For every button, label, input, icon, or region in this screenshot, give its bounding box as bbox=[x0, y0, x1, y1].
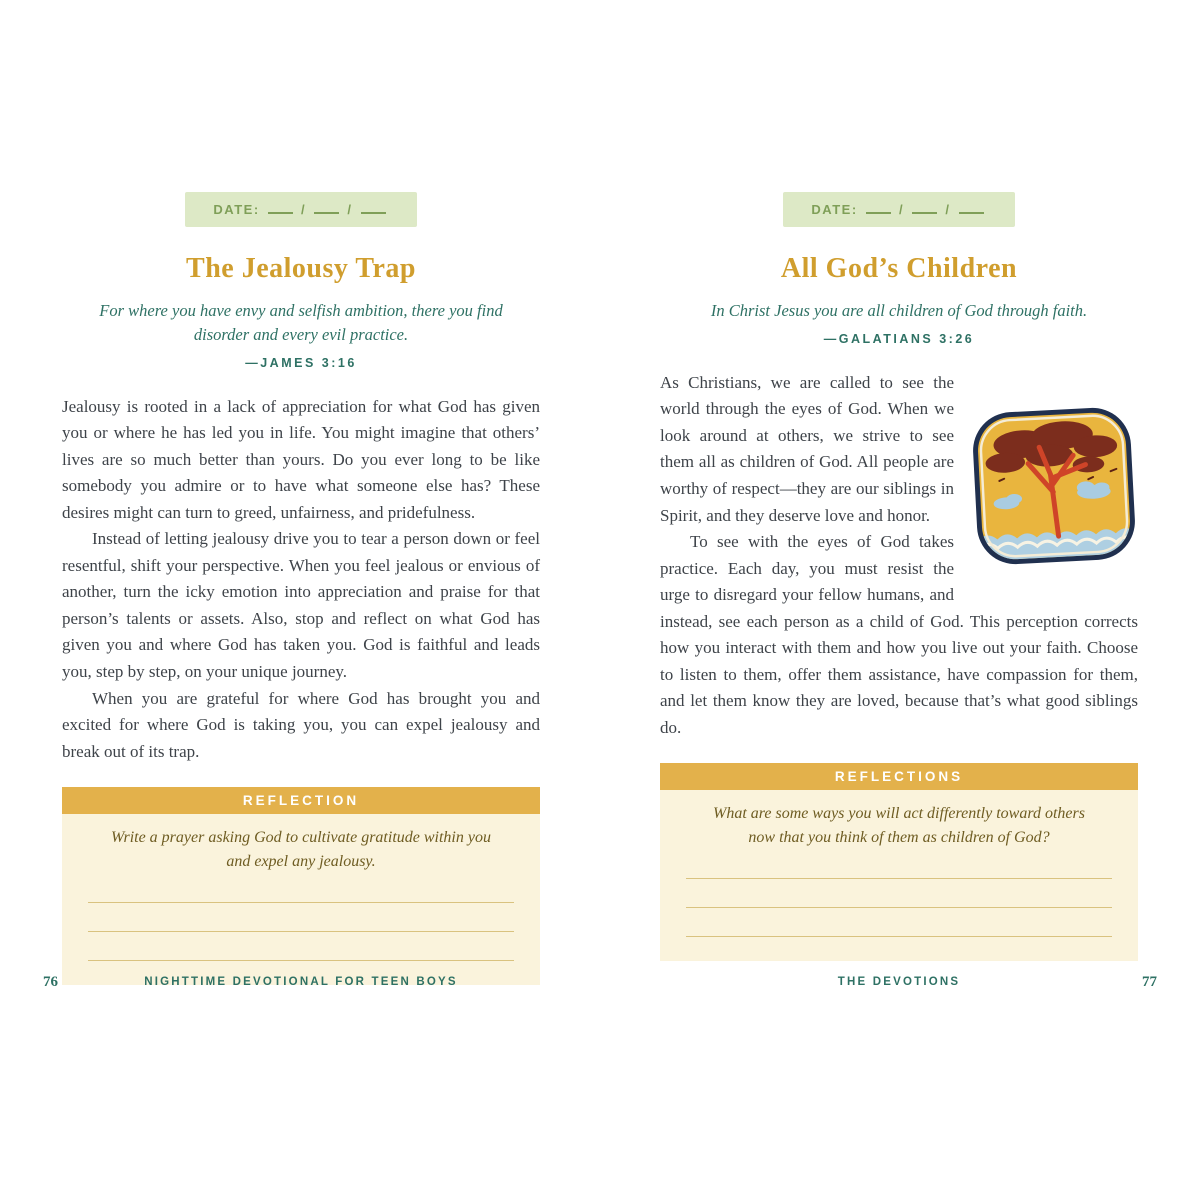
date-blank-year bbox=[959, 201, 984, 214]
date-blank-month bbox=[866, 201, 891, 214]
reflection-box bbox=[660, 763, 1138, 961]
body-paragraph: Instead of letting jealousy drive you to tear a person down or feel resentful, shift your perspective. When you feel jealous or envious of another, turn the icky emotion into appreciation and praise for that person’s talents or assets. Also, stop and reflect on what God has given you and where God has taken you. God is faithful and leads you, step by step, on your unique journey. bbox=[62, 529, 540, 681]
reflection-box bbox=[62, 787, 540, 985]
scripture-verse: In Christ Jesus you are all children of God through faith. bbox=[710, 301, 1088, 320]
writing-line bbox=[686, 936, 1112, 937]
page-number: 77 bbox=[1142, 974, 1157, 990]
tree-badge-illustration bbox=[968, 372, 1138, 600]
running-title: THE DEVOTIONS bbox=[837, 976, 961, 988]
reflection-prompt: Write a prayer asking God to cultivate gratitude within you and expel any jealousy. bbox=[111, 829, 491, 871]
writing-line bbox=[686, 878, 1112, 879]
scripture-reference: —GALATIANS 3:26 bbox=[823, 331, 975, 346]
writing-line bbox=[686, 907, 1112, 908]
page-footer bbox=[43, 974, 540, 992]
date-separator: / bbox=[300, 202, 307, 217]
date-label: DATE: bbox=[811, 202, 858, 217]
body-paragraph: When you are grateful for where God has brought you and excited for where God is taking you, you can expel jealousy and break out of its trap. bbox=[62, 688, 540, 761]
devotion-body bbox=[62, 394, 540, 765]
reflection-prompt: What are some ways you will act differently toward others now that you think of them as children of God? bbox=[713, 805, 1085, 847]
reflection-header: REFLECTIONS bbox=[660, 763, 1138, 790]
date-label: DATE: bbox=[213, 202, 260, 217]
writing-line bbox=[88, 960, 514, 961]
running-title: NIGHTTIME DEVOTIONAL FOR TEEN BOYS bbox=[144, 976, 458, 988]
page-left bbox=[43, 192, 540, 992]
date-field bbox=[185, 192, 417, 227]
page-right bbox=[660, 192, 1157, 992]
date-blank-day bbox=[314, 201, 339, 214]
date-blank-day bbox=[912, 201, 937, 214]
tree-badge-icon bbox=[966, 403, 1142, 570]
page-number: 76 bbox=[43, 974, 58, 990]
devotion-body bbox=[660, 370, 1138, 741]
body-paragraph: Jealousy is rooted in a lack of appreciation for what God has given you or where he has led you in life. You might imagine that others’ lives are so much better than yours. Do you ever long to be like somebody you admire or to have what someone else has? These desires might can turn to greed, unfairness, and pridefulness. bbox=[62, 396, 540, 522]
date-separator: / bbox=[898, 202, 905, 217]
date-field bbox=[783, 192, 1015, 227]
date-blank-year bbox=[361, 201, 386, 214]
scripture-reference: —JAMES 3:16 bbox=[245, 355, 357, 370]
writing-line bbox=[88, 902, 514, 903]
writing-line bbox=[88, 931, 514, 932]
page-footer bbox=[660, 974, 1157, 992]
date-separator: / bbox=[347, 202, 353, 217]
date-blank-month bbox=[268, 201, 293, 214]
devotion-title: All God’s Children bbox=[780, 253, 1018, 284]
date-separator: / bbox=[945, 202, 951, 217]
scripture-verse: For where you have envy and selfish ambition, there you find disorder and every evil practice. bbox=[99, 301, 503, 344]
body-paragraph: To see with the eyes of God takes practice. Each day, you must resist the urge to disregard your fellow humans, and instead, see each person as a child of God. This perception corrects how you interact with them and how you live out your faith. Choose to listen to them, offer them assistance, have compassion for them, and let them know they are loved, because that’s what good siblings do. bbox=[660, 532, 1138, 737]
devotion-title: The Jealousy Trap bbox=[186, 253, 416, 284]
reflection-header: REFLECTION bbox=[62, 787, 540, 814]
body-paragraph: As Christians, we are called to see the world through the eyes of God. When we look around at others, we strive to see them all as children of God. All people are worthy of respect—they are our siblings in Spirit, and they deserve love and honor. bbox=[660, 372, 954, 525]
